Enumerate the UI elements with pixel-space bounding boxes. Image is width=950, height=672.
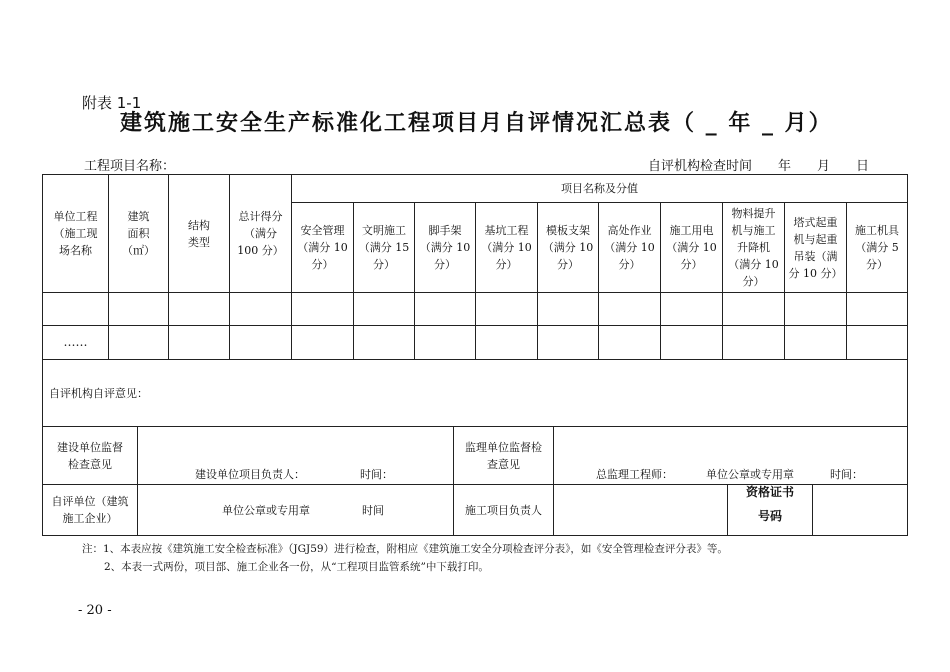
col-header-formwork: 模板支架 （满分 10 分）	[542, 224, 594, 271]
col-header-building-area: 建筑 面积 （㎡）	[122, 210, 155, 257]
supervision-time-label: 时间：	[830, 468, 863, 481]
construction-supervision-label: 建设单位监督 检查意见	[57, 440, 123, 471]
construction-signer-label: 建设单位项目负责人：	[195, 468, 305, 481]
page-title: 建筑施工安全生产标准化工程项目月自评情况汇总表（ _ 年 _ 月）	[120, 111, 833, 136]
col-header-construction-electricity: 施工用电 （满分 10 分）	[666, 224, 717, 271]
col-header-total-score: 总计得分 （满分 100 分）	[237, 210, 284, 257]
project-manager-label: 施工项目负责人	[465, 503, 542, 517]
construction-time-label: 时间：	[360, 468, 393, 481]
self-eval-opinion-label: 自评机构自评意见：	[49, 386, 148, 400]
chief-engineer-label: 总监理工程师：	[596, 468, 673, 481]
col-header-construction-machinery: 施工机具 （满分 5 分）	[855, 224, 899, 271]
col-header-tower-crane: 塔式起重 机与起重 吊装（满 分 10 分）	[788, 215, 843, 280]
supervision-seal-label: 单位公章或专用章	[706, 468, 794, 481]
page-number: - 20 -	[78, 603, 112, 618]
self-eval-unit-label: 自评单位（建筑 施工企业）	[51, 495, 129, 525]
qualification-cert-label: 资格证书 号码	[745, 485, 794, 523]
col-header-foundation-pit: 基坑工程 （满分 10 分）	[481, 224, 532, 271]
col-header-scaffold: 脚手架 （满分 10 分）	[419, 224, 471, 271]
self-eval-seal-label: 单位公章或专用章	[222, 504, 310, 517]
col-header-material-hoist: 物料提升 机与施工 升降机 （满分 10 分）	[728, 207, 779, 288]
self-eval-time-label: 时间	[362, 504, 384, 517]
check-time-label: 自评机构检查时间 年 月 日	[648, 159, 870, 174]
col-header-unit-project: 单位工程 （施工现 场名称	[53, 210, 98, 257]
col-header-safety-management: 安全管理 （满分 10 分）	[297, 224, 348, 271]
col-header-work-at-height: 高处作业 （满分 10 分）	[604, 224, 655, 271]
supervision-unit-label: 监理单位监督检 查意见	[465, 440, 542, 471]
col-header-structure-type: 结构 类型	[188, 218, 210, 249]
ellipsis-row-label: ……	[63, 335, 88, 349]
project-name-label: 工程项目名称：	[84, 159, 176, 174]
note-2: 2、本表一式两份，项目部、施工企业各一份，从“工程项目监管系统”中下载打印。	[104, 561, 489, 573]
note-1: 注：1、本表应按《建筑施工安全检查标准》（JGJ59）进行检查，附相应《建筑施工安全分项检查评分表》，如《安全管理检查评分表》等。	[82, 543, 728, 555]
col-header-civilized-construction: 文明施工 （满分 15 分）	[358, 224, 410, 271]
appendix-label: 附表 1-1	[82, 94, 142, 112]
group-header: 项目名称及分值	[561, 182, 638, 195]
